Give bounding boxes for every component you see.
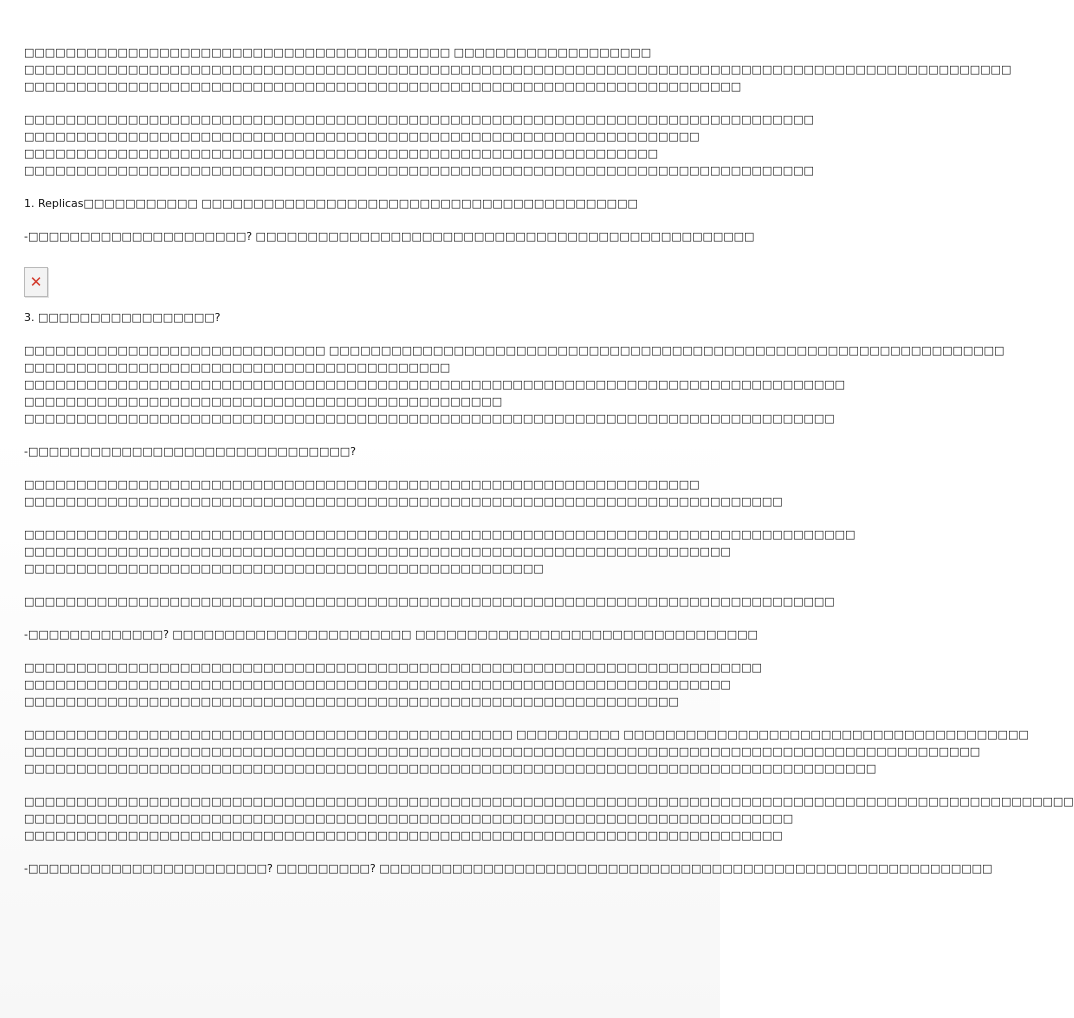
text-line: □□□□□□□□□□□□□□□□□□□□□□□□□□□□□□□□□□□□□□□□□□□□□□□□□□□□□□□□□□□□□□□□□□□□□□□□□□□□□□□□□□ bbox=[24, 762, 877, 775]
text-line: □□□□□□□□□□□□□□□□□□□□□□□□□□□□□□□□□□□□□□□□□□□□□□□□□□□□□□□□□□□□□□□□□□□□□□□□□□□□ bbox=[24, 113, 814, 126]
paragraph-gap bbox=[24, 710, 700, 726]
text-line: □□□□□□□□□□□□□□□□□□□□□□□□□□□□□□□□□□□□□□□□□□□□□□□□□□□□□□□□□□□□□□□□□□□□□□□□□□□□□□ bbox=[24, 412, 835, 425]
text-line: □□□□□□□□□□□□□□□□□□□□□□□□□□□□□□□□□□□□□□□□□ □□□□□□□□□□□□□□□□□□□ bbox=[24, 46, 652, 59]
paragraph-gap bbox=[24, 179, 700, 195]
text-line: □□□□□□□□□□□□□□□□□□□□□□□□□□□□□ □□□□□□□□□□□□□□□□□□□□□□□□□□□□□□□□□□□□□□□□□□□□□□□□□□□□□□□□□□□□□□□□□ bbox=[24, 344, 1005, 357]
text-line: □□□□□□□□□□□□□□□□□□□□□□□□□□□□□□□□□□□□□□□□□□□□□□□□□□□□□□□□□□□□□□□□□ bbox=[24, 130, 700, 143]
paragraph-gap bbox=[24, 777, 700, 793]
paragraph-gap bbox=[24, 212, 700, 228]
text-line: -□□□□□□□□□□□□□□□□□□□□□□□? □□□□□□□□□? □□□□□□□□□□□□□□□□□□□□□□□□□□□□□□□□□□□□□□□□□□□□□□□□□□□□□□□□□□□ bbox=[24, 862, 993, 875]
paragraph-gap bbox=[24, 643, 700, 659]
paragraph-gap bbox=[24, 427, 700, 443]
paragraph-gap bbox=[24, 510, 700, 526]
text-line: -□□□□□□□□□□□□□□□□□□□□□? □□□□□□□□□□□□□□□□□□□□□□□□□□□□□□□□□□□□□□□□□□□□□□□□ bbox=[24, 230, 755, 243]
text-line: □□□□□□□□□□□□□□□□□□□□□□□□□□□□□□□□□□□□□□□□□□□□□□□□□□□□□□□□□□□□□□□□□□□□ bbox=[24, 545, 731, 558]
paragraph-gap bbox=[24, 326, 700, 342]
paragraph-gap bbox=[24, 844, 700, 860]
paragraph-gap bbox=[24, 245, 700, 261]
text-line: □□□□□□□□□□□□□□□□□□□□□□□□□□□□□□□□□□□□□□□□□□□□□□□□□□□□□□□□□□□□□□□□□□□□□□□□□ bbox=[24, 495, 783, 508]
text-line: □□□□□□□□□□□□□□□□□□□□□□□□□□□□□□□□□□□□□□□□□□□□□□□□□□□□□□□□□□□□□□□□□□□□□□□□□□ bbox=[24, 812, 794, 825]
close-icon: ✕ bbox=[29, 272, 43, 291]
text-line: □□□□□□□□□□□□□□□□□□□□□□□□□□□□□□□□□□□□□□□□□□□□□□□□□□□□□□□□□□□□□□□□□□□□□□□ bbox=[24, 661, 762, 674]
text-line: □□□□□□□□□□□□□□□□□□□□□□□□□□□□□□□□□□□□□□□□□□□□□□□□□□□□□□□□□□□□□□□□□□□□□ bbox=[24, 80, 742, 93]
text-line: 1. Replicas□□□□□□□□□□□ □□□□□□□□□□□□□□□□□□□□□□□□□□□□□□□□□□□□□□□□□□ bbox=[24, 197, 638, 210]
text-line: □□□□□□□□□□□□□□□□□□□□□□□□□□□□□□□□□□□□□□□□□□□□□□□ □□□□□□□□□□ □□□□□□□□□□□□□□□□□□□□□□□□□□□□□□□□□□□□□□□ bbox=[24, 728, 1029, 741]
text-line: □□□□□□□□□□□□□□□□□□□□□□□□□□□□□□□□□□□□□□□□□□□□□□□□□□□□□□□□□□□□□□□□□ bbox=[24, 478, 700, 491]
paragraph-gap bbox=[24, 577, 700, 593]
text-line: 3. □□□□□□□□□□□□□□□□□? bbox=[24, 311, 221, 324]
text-line: □□□□□□□□□□□□□□□□□□□□□□□□□□□□□□□□□□□□□□□□□□□□□□□□□□□□□□□□□□□□□□□□□□□□□□□□□□□□□□□□ bbox=[24, 528, 856, 541]
text-line: □□□□□□□□□□□□□□□□□□□□□□□□□□□□□□□□□□□□□□□□□□□□□□ bbox=[24, 395, 503, 408]
text-line: □□□□□□□□□□□□□□□□□□□□□□□□□□□□□□□□□□□□□□□□□□□□□□□□□□□□□□□□□□□□□□□ bbox=[24, 695, 679, 708]
text-line: □□□□□□□□□□□□□□□□□□□□□□□□□□□□□□□□□□□□□□□□□□□□□□□□□□ bbox=[24, 562, 544, 575]
text-line: □□□□□□□□□□□□□□□□□□□□□□□□□□□□□□□□□□□□□□□□□□□□□□□□□□□□□□□□□□□□□□□□□□□□□□□□□□□□□□□□□□□□□□□□□□□□ bbox=[24, 745, 981, 758]
text-line: □□□□□□□□□□□□□□□□□□□□□□□□□□□□□□□□□□□□□□□□□□□□□□□□□□□□□□□□□□□□□□□□□□□□ bbox=[24, 678, 731, 691]
text-line: □□□□□□□□□□□□□□□□□□□□□□□□□□□□□□□□□□□□□□□□□□□□□□□□□□□□□□□□□□□□□ bbox=[24, 147, 658, 160]
paragraph-gap bbox=[24, 95, 700, 111]
text-line: □□□□□□□□□□□□□□□□□□□□□□□□□□□□□□□□□□□□□□□□□□□□□□□□□□□□□□□□□□□□□□□□□□□□□□□□□□□□□□□ bbox=[24, 378, 846, 391]
article-body bbox=[24, 44, 1074, 877]
text-line: □□□□□□□□□□□□□□□□□□□□□□□□□□□□□□□□□□□□□□□□□ bbox=[24, 361, 451, 374]
broken-image-icon bbox=[24, 267, 48, 297]
text-line: □□□□□□□□□□□□□□□□□□□□□□□□□□□□□□□□□□□□□□□□□□□□□□□□□□□□□□□□□□□□□□□□□□□□□□□□□□□□□□ bbox=[24, 595, 835, 608]
paragraph-gap bbox=[24, 460, 700, 476]
text-line: □□□□□□□□□□□□□□□□□□□□□□□□□□□□□□□□□□□□□□□□□□□□□□□□□□□□□□□□□□□□□□□□□□□□□□□□□□□□□□□□□□□□□□□□□□□□□□□ bbox=[24, 63, 1012, 76]
text-line: □□□□□□□□□□□□□□□□□□□□□□□□□□□□□□□□□□□□□□□□□□□□□□□□□□□□□□□□□□□□□□□□□□□□□□□□□□□□□□□□□□□□□□□□□□□□□□□□□□□□□ bbox=[24, 795, 1074, 808]
paragraph-gap bbox=[24, 610, 700, 626]
text-line: -□□□□□□□□□□□□□? □□□□□□□□□□□□□□□□□□□□□□□ □□□□□□□□□□□□□□□□□□□□□□□□□□□□□□□□□ bbox=[24, 628, 758, 641]
text-line: -□□□□□□□□□□□□□□□□□□□□□□□□□□□□□□□? bbox=[24, 445, 356, 458]
text-line: □□□□□□□□□□□□□□□□□□□□□□□□□□□□□□□□□□□□□□□□□□□□□□□□□□□□□□□□□□□□□□□□□□□□□□□□□□□□ bbox=[24, 164, 814, 177]
text-line: □□□□□□□□□□□□□□□□□□□□□□□□□□□□□□□□□□□□□□□□□□□□□□□□□□□□□□□□□□□□□□□□□□□□□□□□□ bbox=[24, 829, 783, 842]
